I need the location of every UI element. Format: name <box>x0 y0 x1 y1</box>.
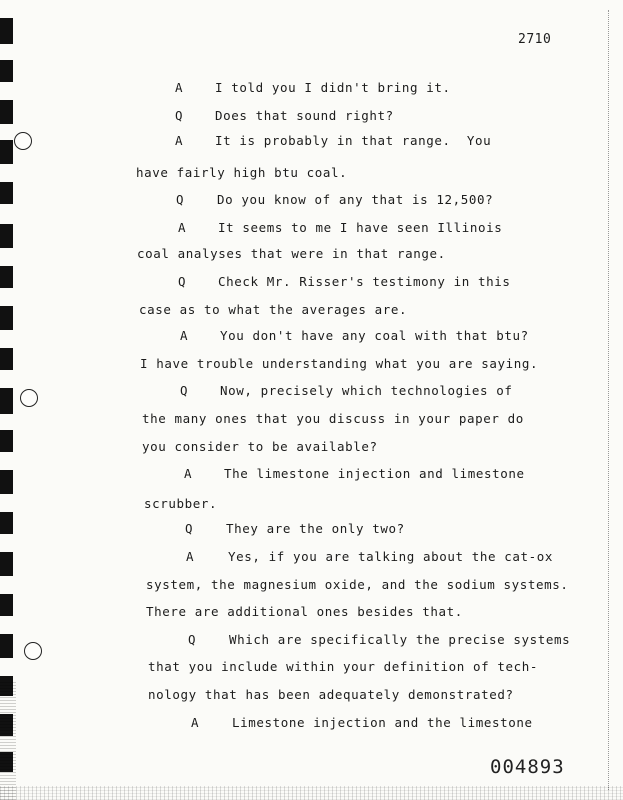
binding-mark <box>0 182 13 204</box>
binding-mark <box>0 266 13 288</box>
speaker-label: Q <box>180 383 189 398</box>
binding-mark <box>0 60 13 82</box>
line-text: you consider to be available? <box>142 439 378 454</box>
binding-mark <box>0 306 13 330</box>
line-text: It is probably in that range. You <box>215 133 492 148</box>
binding-mark <box>0 224 13 248</box>
binding-mark <box>0 512 13 534</box>
speaker-label: A <box>186 549 195 564</box>
speaker-label: Q <box>178 274 187 289</box>
binding-mark <box>0 388 13 414</box>
speaker-label: A <box>184 466 193 481</box>
speaker-label: A <box>180 328 189 343</box>
line-text: Which are specifically the precise systems <box>229 632 571 647</box>
line-text: coal analyses that were in that range. <box>137 246 446 261</box>
speaker-label: Q <box>185 521 194 536</box>
speaker-label: Q <box>188 632 197 647</box>
line-text: Now, precisely which technologies of <box>220 383 513 398</box>
speaker-label: Q <box>176 192 185 207</box>
line-text: Does that sound right? <box>215 108 394 123</box>
page-edge <box>605 10 609 790</box>
speaker-label: A <box>175 133 184 148</box>
line-text: I told you I didn't bring it. <box>215 80 451 95</box>
binding-mark <box>0 18 13 44</box>
line-text: Yes, if you are talking about the cat-ox <box>228 549 554 564</box>
punch-hole <box>14 132 32 150</box>
line-text: It seems to me I have seen Illinois <box>218 220 503 235</box>
line-text: nology that has been adequately demonstrated? <box>148 687 514 702</box>
line-text: Limestone injection and the limestone <box>232 715 533 730</box>
line-text: the many ones that you discuss in your paper do <box>142 411 524 426</box>
punch-hole <box>24 642 42 660</box>
line-text: Do you know of any that is 12,500? <box>217 192 494 207</box>
line-text: The limestone injection and limestone <box>224 466 525 481</box>
binding-mark <box>0 430 13 452</box>
line-text: I have trouble understanding what you are saying. <box>140 356 539 371</box>
speaker-label: A <box>178 220 187 235</box>
binding-mark <box>0 348 13 370</box>
line-text: Check Mr. Risser's testimony in this <box>218 274 511 289</box>
line-text: that you include within your definition of tech- <box>148 659 539 674</box>
binding-mark <box>0 552 13 576</box>
line-text: system, the magnesium oxide, and the sodium systems. <box>146 577 569 592</box>
scan-noise <box>0 786 623 800</box>
punch-hole <box>20 389 38 407</box>
page-number: 2710 <box>518 32 552 47</box>
speaker-label: A <box>175 80 184 95</box>
binding-mark <box>0 634 13 658</box>
scan-noise <box>0 680 16 800</box>
line-text: have fairly high btu coal. <box>136 165 348 180</box>
speaker-label: Q <box>175 108 184 123</box>
binding-mark <box>0 100 13 124</box>
line-text: case as to what the averages are. <box>139 302 408 317</box>
binding-mark <box>0 140 13 164</box>
binding-mark <box>0 470 13 494</box>
binding-mark <box>0 594 13 616</box>
speaker-label: A <box>191 715 200 730</box>
line-text: scrubber. <box>144 496 218 511</box>
line-text: There are additional ones besides that. <box>146 604 463 619</box>
line-text: They are the only two? <box>226 521 405 536</box>
line-text: You don't have any coal with that btu? <box>220 328 529 343</box>
bates-number: 004893 <box>490 756 565 778</box>
